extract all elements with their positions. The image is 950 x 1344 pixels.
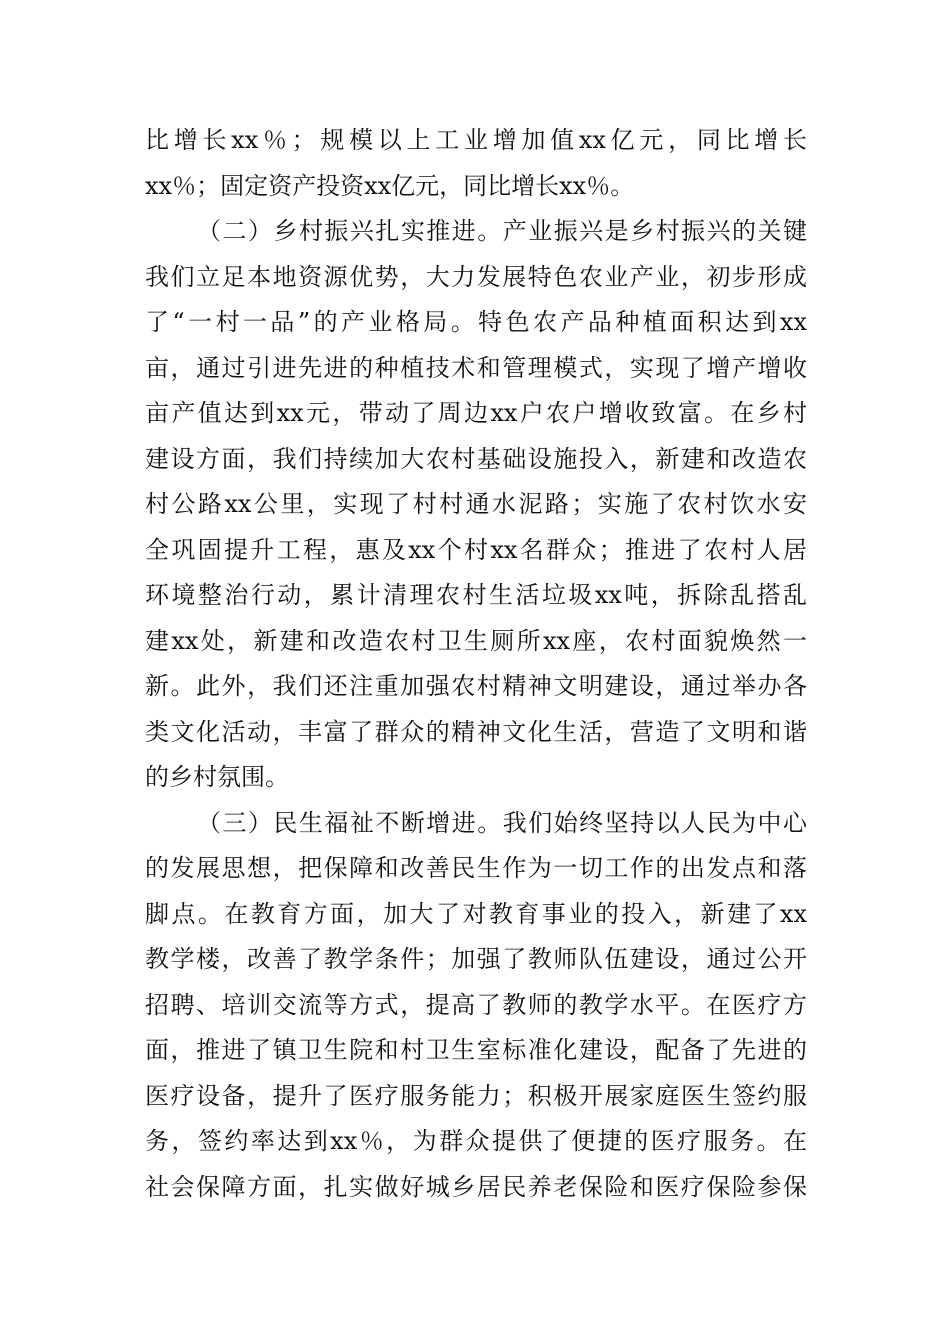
text-line: 我们立足本地资源优势，大力发展特色农业产业，初步形成 bbox=[145, 262, 807, 291]
text-span: 产业振兴是乡村振兴的关键 bbox=[502, 217, 808, 245]
text-span: 我们始终坚持以人民为中心 bbox=[502, 808, 808, 837]
section-heading: （二）乡村振兴扎实推进。 bbox=[197, 217, 503, 245]
text-line: 类文化活动，丰富了群众的精神文化生活，营造了文明和谐 bbox=[145, 717, 807, 746]
text-line: 务，签约率达到xx％，为群众提供了便捷的医疗服务。在 bbox=[145, 1127, 807, 1155]
text-line: xx％；固定资产投资xx亿元，同比增长xx％。 bbox=[145, 171, 635, 200]
text-line: 的乡村氛围。 bbox=[145, 763, 289, 791]
text-line: 新。此外，我们还注重加强农村精神文明建设，通过举办各 bbox=[145, 672, 807, 700]
text-line: 医疗设备，提升了医疗服务能力；积极开展家庭医生签约服 bbox=[145, 1081, 807, 1110]
text-line: 建设方面，我们持续加大农村基础设施投入，新建和改造农 bbox=[145, 444, 807, 473]
text-line: 招聘、培训交流等方式，提高了教师的教学水平。在医疗方 bbox=[145, 990, 807, 1019]
text-line: 亩，通过引进先进的种植技术和管理模式，实现了增产增收 bbox=[145, 353, 807, 382]
text-line: 环境整治行动，累计清理农村生活垃圾xx吨，拆除乱搭乱 bbox=[145, 581, 807, 609]
text-line: 社会保障方面，扎实做好城乡居民养老保险和医疗保险参保 bbox=[145, 1172, 807, 1201]
section-heading-line bbox=[145, 213, 807, 259]
text-line: 亩产值达到xx元，带动了周边xx户农户增收致富。在乡村 bbox=[145, 399, 807, 427]
text-line: 全巩固提升工程，惠及xx个村xx名群众；推进了农村人居 bbox=[145, 535, 807, 564]
document-page bbox=[145, 122, 807, 1214]
text-line: 村公路xx公里，实现了村村通水泥路；实施了农村饮水安 bbox=[145, 490, 807, 518]
text-line: 建xx处，新建和改造农村卫生厕所xx座，农村面貌焕然一 bbox=[145, 626, 807, 655]
text-line: 脚点。在教育方面，加大了对教育事业的投入，新建了xx bbox=[145, 899, 807, 928]
text-line: 了“一村一品”的产业格局。特色农产品种植面积达到xx bbox=[145, 308, 807, 336]
section-heading: （三）民生福祉不断增进。 bbox=[197, 808, 503, 837]
text-line: 比增长xx％；规模以上工业增加值xx亿元，同比增长 bbox=[145, 126, 807, 154]
text-line: 教学楼，改善了教学条件；加强了教师队伍建设，通过公开 bbox=[145, 945, 807, 973]
section-heading-line bbox=[145, 805, 807, 851]
text-line: 的发展思想，把保障和改善民生作为一切工作的出发点和落 bbox=[145, 854, 807, 882]
text-line: 面，推进了镇卫生院和村卫生室标准化建设，配备了先进的 bbox=[145, 1036, 807, 1064]
